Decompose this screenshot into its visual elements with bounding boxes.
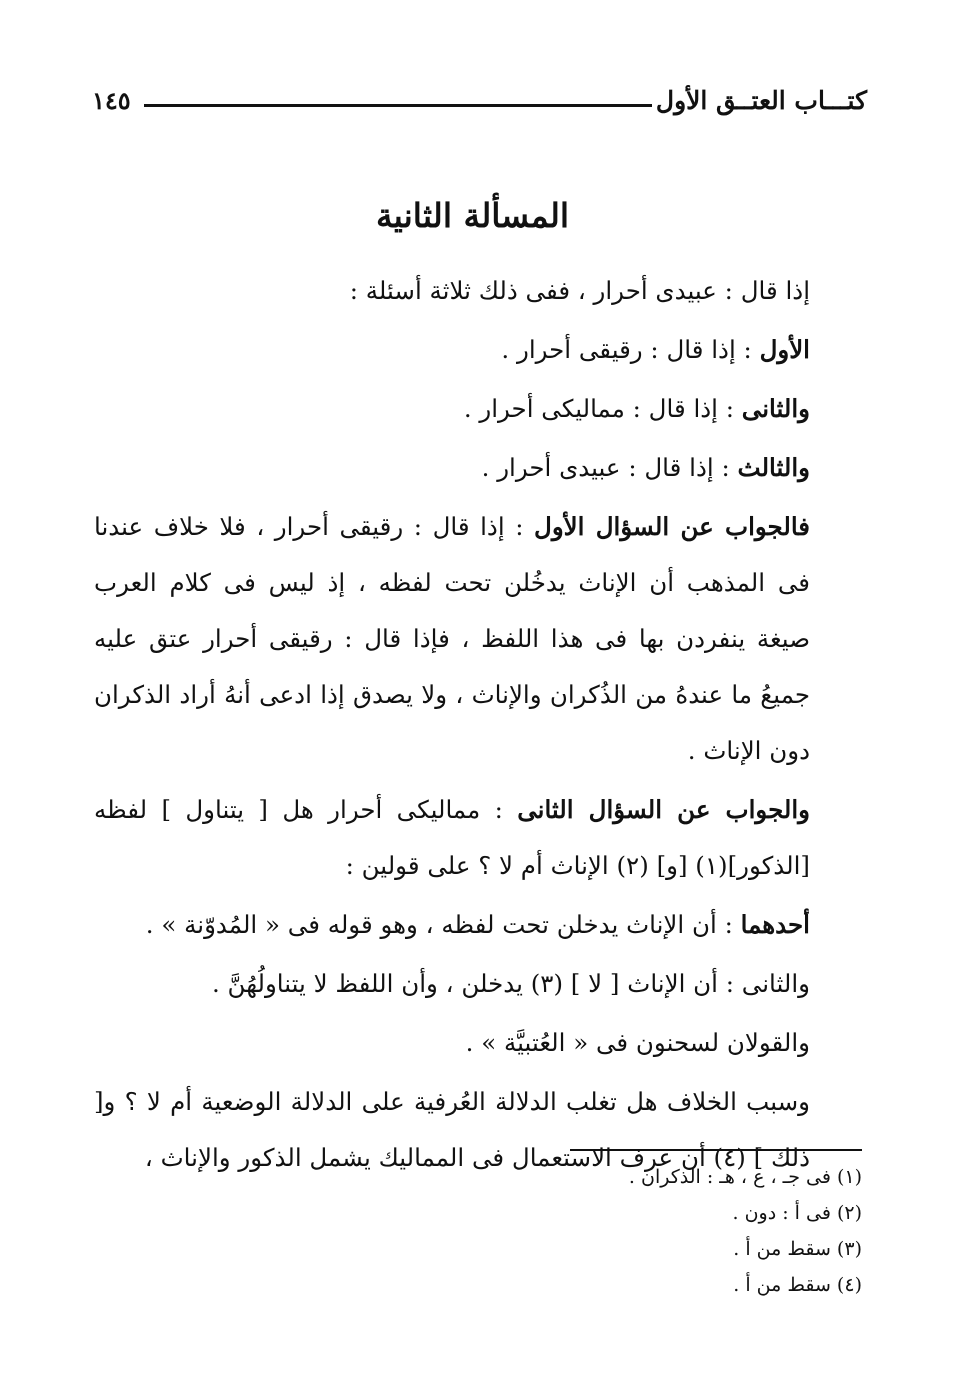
paragraph-1 (94, 263, 862, 319)
paragraph-2-lead: الأول (759, 335, 810, 364)
paragraph-3-lead: والثانى (741, 394, 810, 423)
running-title: كتـــاب العتــق الأول (655, 86, 867, 115)
paragraph-4 (94, 440, 862, 496)
paragraph-9 (94, 1015, 862, 1071)
body-text (94, 263, 862, 1186)
paragraph-6-text: : مماليكى أحرار هل [ يتناول ] لفظه [الذكور](١) [و] (٢) الإناث أم لا ؟ على قولين : (94, 795, 810, 880)
paragraph-4-text: : إذا قال : عبيدى أحرار . (481, 453, 738, 482)
footnote-3: (٣) سقط من أ . (733, 1238, 862, 1260)
paragraph-5-lead: فالجواب عن السؤال الأول (534, 512, 810, 541)
footnote-2: (٢) فى أ : دون . (732, 1202, 862, 1224)
paragraph-4-lead: والثالث (737, 453, 810, 482)
paragraph-6 (94, 782, 862, 894)
paragraph-7-text: : أن الإناث يدخلن تحت لفظه ، وهو قوله فى « المُدوّنة » . (145, 910, 741, 939)
paragraph-7-lead: أحدهما (740, 910, 810, 939)
paragraph-2 (94, 322, 862, 378)
footnote-separator (570, 1149, 862, 1151)
page-number: ١٤٥ (92, 86, 131, 115)
paragraph-2-text: : إذا قال : رقيقى أحرار . (501, 335, 760, 364)
paragraph-6-lead: والجواب عن السؤال الثانى (517, 795, 810, 824)
paragraph-9-text: والقولان لسحنون فى « العُتبيَّة » . (465, 1028, 810, 1057)
paragraph-10-text: وسبب الخلاف هل تغلب الدلالة العُرفية على الدلالة الوضعية أم لا ؟ و[ ذلك ] (٤) أن عرف الاستعمال فى المماليك يشمل الذكور والإناث ، (94, 1087, 810, 1172)
paragraph-8 (94, 956, 862, 1012)
footnotes (500, 1159, 862, 1303)
paragraph-5 (94, 499, 862, 779)
paragraph-3-text: : إذا قال : مماليكى أحرار . (463, 394, 742, 423)
paragraph-1-text: إذا قال : عبيدى أحرار ، ففى ذلك ثلاثة أسئلة : (349, 276, 810, 305)
footnote-1: (١) فى جـ ، ع ، هـ : الذكران . (628, 1166, 862, 1188)
header-rule (144, 104, 652, 107)
paragraph-8-text: والثانى : أن الإناث [ لا ] (٣) يدخلن ، وأن اللفظ لا يتناولُهُنَّ . (211, 969, 810, 998)
paragraph-5-text: : إذا قال : رقيقى أحرار ، فلا خلاف عندنا فى المذهب أن الإناث يدخُلن تحت لفظه ، إذ ليس فى كلام العرب صيغة ينفردن بها فى هذا اللفظ ، فإذا قال : رقيقى أحرار عتق عليه جميعُ ما عندهُ من الذُكران والإناث ، ولا يصدق إذا ادعى أنهُ أراد الذكران دون الإناث . (94, 512, 810, 765)
section-title: المسألة الثانية (375, 196, 570, 235)
footnote-4: (٤) سقط من أ . (733, 1274, 862, 1296)
paragraph-7 (94, 897, 862, 953)
running-header (92, 82, 867, 126)
paragraph-3 (94, 381, 862, 437)
